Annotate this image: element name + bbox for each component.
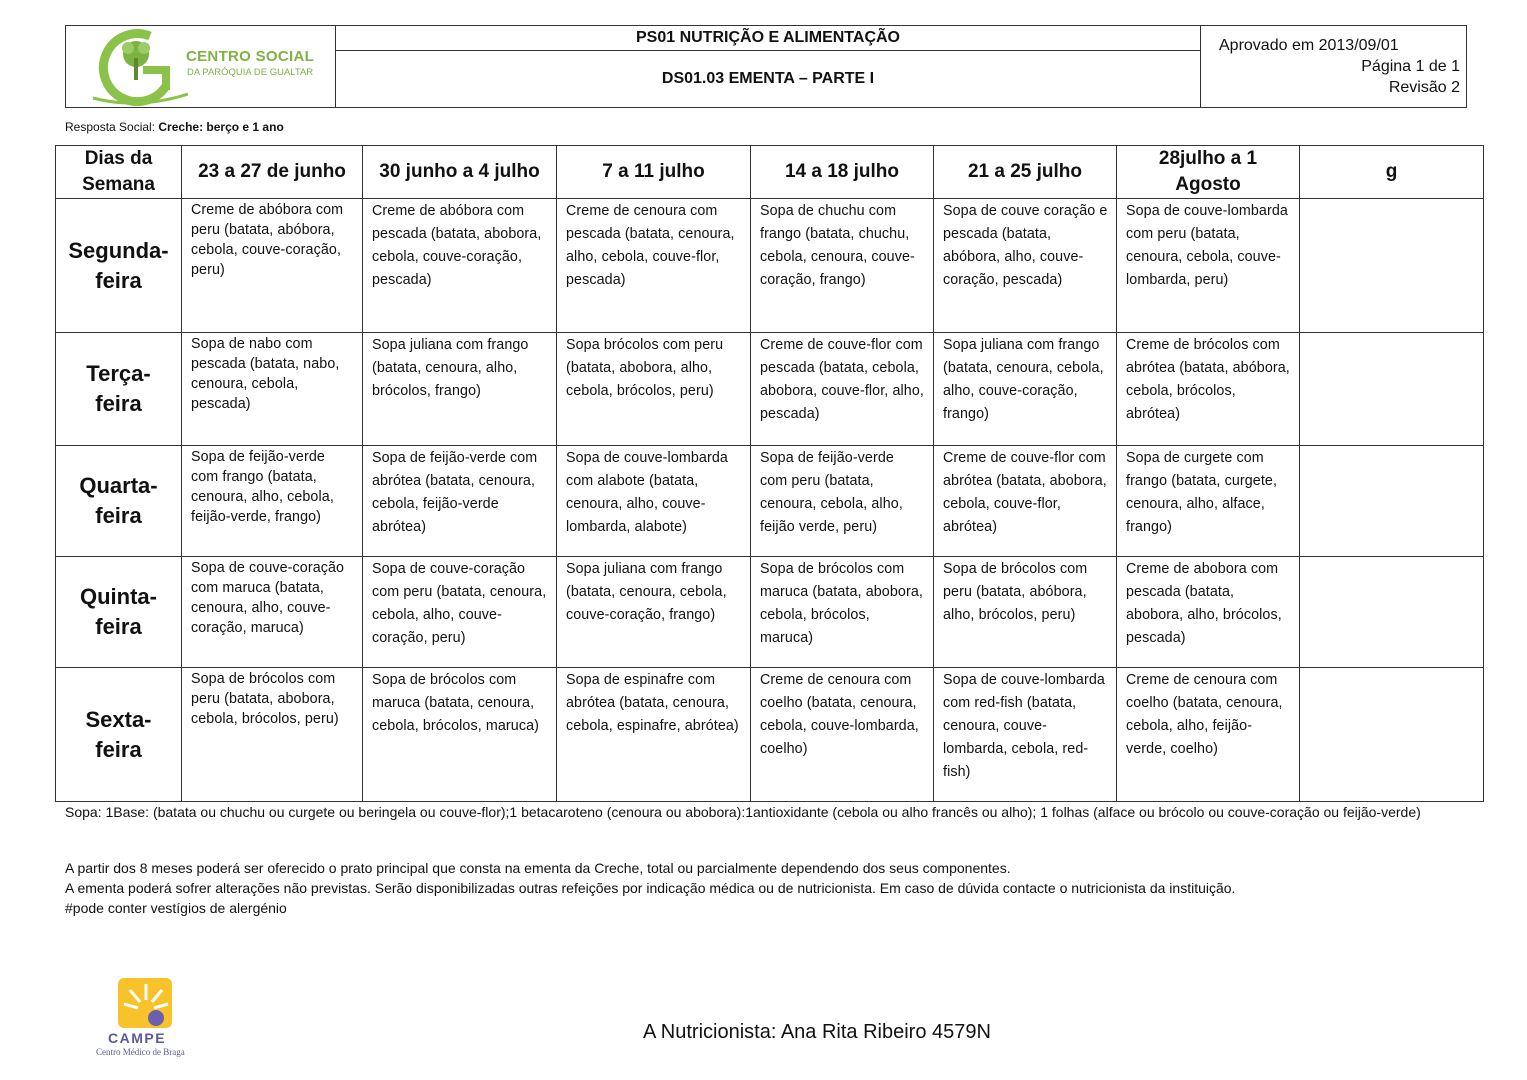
menu-table [55,145,1484,802]
menu-cell: Sopa de feijão-verde com frango (batata, cenoura, alho, cebola, feijão-verde, frango) [182,446,363,557]
column-header: 21 a 25 julho [934,146,1117,199]
logo-subtitle: DA PARÓQUIA DE GUALTAR [187,67,314,78]
menu-cell: Sopa de brócolos com peru (batata, abóbora, alho, brócolos, peru) [934,557,1117,668]
centro-social-logo-icon [88,28,188,106]
menu-cell: Creme de brócolos com abrótea (batata, abóbora, cebola, brócolos, abrótea) [1117,333,1300,446]
column-header: 14 a 18 julho [751,146,934,199]
column-header: g [1300,146,1484,199]
campe-name: CAMPE [108,1030,167,1046]
column-header: 7 a 11 julho [557,146,751,199]
resposta-social [65,120,284,134]
menu-cell: Sopa de brócolos com maruca (batata, cenoura, cebola, brócolos, maruca) [363,668,557,802]
sopa-note: Sopa: 1Base: (batata ou chuchu ou curgete ou beringela ou couve-flor);1 betacaroteno (cenoura ou abobora):1antioxidante (cebola ou alho francês ou alho); 1 folhas (alface ou brócolo ou couve-coração ou feijão-verde) [65,804,1421,820]
menu-cell: Sopa de brócolos com maruca (batata, abobora, cebola, brócolos, maruca) [751,557,934,668]
menu-cell: Sopa de nabo com pescada (batata, nabo, cenoura, cebola, pescada) [182,333,363,446]
day-label: Quarta-feira [56,446,182,557]
procedure-title: PS01 NUTRIÇÃO E ALIMENTAÇÃO [336,26,1200,51]
menu-cell: Creme de cenoura com coelho (batata, cenoura, cebola, alho, feijão-verde, coelho) [1117,668,1300,802]
menu-cell: Creme de abóbora com pescada (batata, abobora, cebola, couve-coração, pescada) [363,199,557,333]
menu-cell: Creme de cenoura com coelho (batata, cenoura, cebola, couve-lombarda, coelho) [751,668,934,802]
menu-cell [1300,199,1484,333]
menu-cell: Sopa juliana com frango (batata, cenoura, alho, brócolos, frango) [363,333,557,446]
menu-cell: Sopa de feijão-verde com peru (batata, cenoura, cebola, alho, feijão verde, peru) [751,446,934,557]
campe-logo [96,975,192,1060]
table-header-row [56,146,1484,199]
menu-cell: Sopa de couve-lombarda com alabote (batata, cenoura, alho, couve-lombarda, alabote) [557,446,751,557]
menu-cell: Sopa de curgete com frango (batata, curgete, cenoura, alho, alface, frango) [1117,446,1300,557]
logo-title: CENTRO SOCIAL [186,48,315,65]
day-label: Quinta-feira [56,557,182,668]
menu-cell: Sopa de couve-coração com peru (batata, cenoura, cebola, alho, couve-coração, peru) [363,557,557,668]
menu-cell: Sopa de couve-coração com maruca (batata, cenoura, alho, couve-coração, maruca) [182,557,363,668]
menu-cell: Sopa de couve coração e pescada (batata, abóbora, alho, couve-coração, pescada) [934,199,1117,333]
day-label: Sexta-feira [56,668,182,802]
menu-cell: Sopa juliana com frango (batata, cenoura, cebola, couve-coração, frango) [557,557,751,668]
menu-cell: Sopa de feijão-verde com abrótea (batata, cenoura, cebola, feijão-verde abrótea) [363,446,557,557]
menu-cell: Creme de abóbora com peru (batata, abóbora, cebola, couve-coração, peru) [182,199,363,333]
column-header: 23 a 27 de junho [182,146,363,199]
menu-cell: Sopa de espinafre com abrótea (batata, cenoura, cebola, espinafre, abrótea) [557,668,751,802]
menu-cell: Sopa juliana com frango (batata, cenoura, cebola, alho, couve-coração, frango) [934,333,1117,446]
resposta-label: Resposta Social: [65,120,159,134]
note-line: A partir dos 8 meses poderá ser oferecido o prato principal que consta na ementa da Creche, total ou parcialmente dependendo dos seus componentes. [65,860,1011,876]
menu-cell [1300,668,1484,802]
menu-cell: Creme de cenoura com pescada (batata, cenoura, alho, cebola, couve-flor, pescada) [557,199,751,333]
table-row [56,199,1484,333]
note-line: A ementa poderá sofrer alterações não previstas. Serão disponibilizadas outras refeições por indicação médica ou de nutricionista. Em caso de dúvida contacte o nutricionista da instituição. [65,880,1236,896]
approval-date: Aprovado em 2013/09/01 [1219,37,1399,54]
menu-cell: Creme de couve-flor com pescada (batata, cebola, abobora, couve-flor, alho, pescada) [751,333,934,446]
notes-block [65,858,1455,918]
revision: Revisão 2 [1388,79,1460,96]
column-header: Dias da Semana [56,146,182,199]
table-row [56,333,1484,446]
sun-rays-icon [118,978,172,1028]
menu-cell [1300,333,1484,446]
campe-subtitle: Centro Médico de Braga [96,1047,185,1057]
page-number: Página 1 de 1 [1361,58,1460,75]
column-header: 28julho a 1 Agosto [1117,146,1300,199]
menu-cell: Creme de abobora com pescada (batata, abobora, alho, brócolos, pescada) [1117,557,1300,668]
table-row [56,446,1484,557]
day-label: Segunda-feira [56,199,182,333]
menu-cell: Sopa de couve-lombarda com peru (batata, cenoura, cebola, couve-lombarda, peru) [1117,199,1300,333]
campe-sun-icon [118,978,172,1028]
table-row [56,668,1484,802]
document-title: DS01.03 EMENTA – PARTE I [661,70,875,87]
logo-cell [66,26,336,107]
header-meta-cell [1201,26,1466,107]
menu-cell: Sopa de brócolos com peru (batata, abobora, cebola, brócolos, peru) [182,668,363,802]
resposta-value: Creche: berço e 1 ano [158,120,284,134]
table-row [56,557,1484,668]
day-label: Terça-feira [56,333,182,446]
menu-cell: Sopa brócolos com peru (batata, abobora, alho, cebola, brócolos, peru) [557,333,751,446]
header-title-cell [336,26,1201,107]
column-header: 30 junho a 4 julho [363,146,557,199]
menu-cell: Creme de couve-flor com abrótea (batata, abobora, cebola, couve-flor, abrótea) [934,446,1117,557]
menu-cell: Sopa de couve-lombarda com red-fish (batata, cenoura, couve-lombarda, cebola, red-fish) [934,668,1117,802]
menu-cell: Sopa de chuchu com frango (batata, chuchu, cebola, cenoura, couve-coração, frango) [751,199,934,333]
nutritionist-signature: A Nutricionista: Ana Rita Ribeiro 4579N [643,1021,991,1043]
menu-cell [1300,557,1484,668]
document-header [65,25,1467,108]
note-line: #pode conter vestígios de alergénio [65,900,287,916]
menu-cell [1300,446,1484,557]
